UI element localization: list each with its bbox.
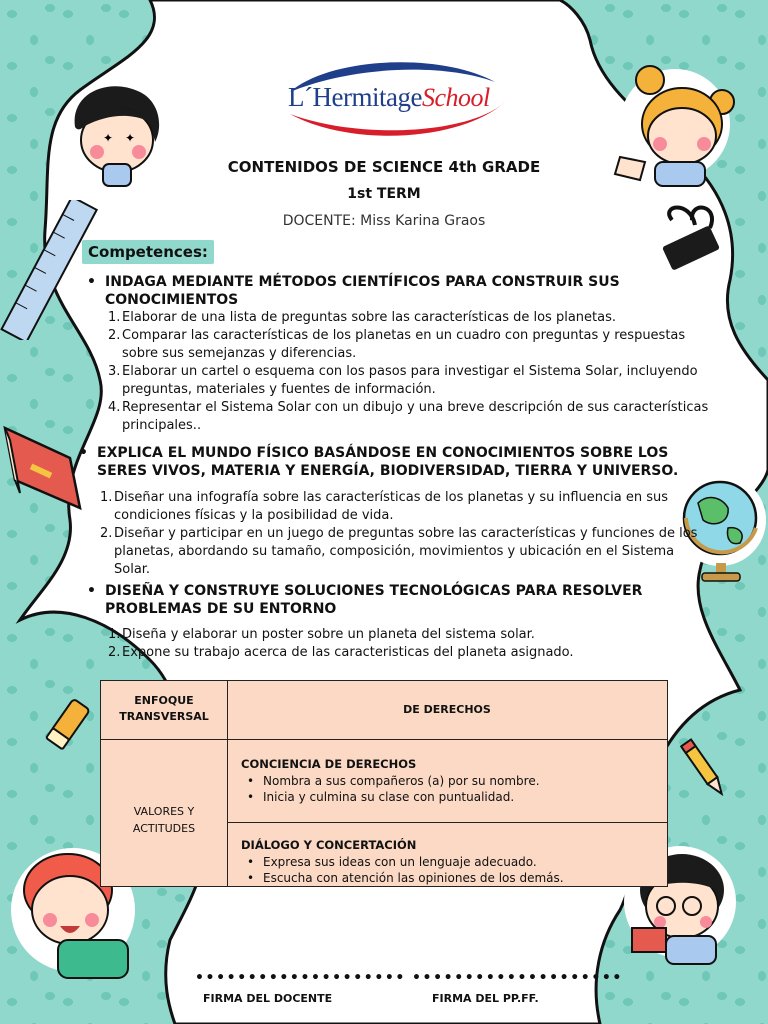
competence-items xyxy=(108,626,668,662)
item-text: Diseñar una infografía sobre las características de los planetas y su influencia en sus xyxy=(114,490,669,505)
page-title: CONTENIDOS DE SCIENCE 4th GRADE xyxy=(227,158,541,176)
logo-text xyxy=(288,82,490,113)
item-number: 2. xyxy=(100,526,113,541)
section-items xyxy=(241,773,540,805)
heading-line: DISEÑA Y CONSTRUYE SOLUCIONES TECNOLÓGICAS PARA RESOLVER xyxy=(105,583,643,599)
list-item: • Expresa sus ideas con un lenguaje adecuado. xyxy=(241,854,564,870)
item-number: 2. xyxy=(108,645,121,660)
item-text: Expone su trabajo acerca de las caracteristicas del planeta asignado. xyxy=(122,645,574,660)
list-item xyxy=(108,644,668,662)
item-text: Representar el Sistema Solar con un dibujo y una breve descripción de sus características xyxy=(122,400,709,415)
list-item xyxy=(108,309,718,327)
bullet-icon: • xyxy=(79,445,88,461)
list-item xyxy=(108,399,718,435)
competence-heading xyxy=(87,273,620,309)
table-header-rights: DE DERECHOS xyxy=(403,703,491,716)
transversal-approach-table xyxy=(100,680,668,887)
list-item: • Inicia y culmina su clase con puntualidad. xyxy=(241,789,540,805)
competence-heading xyxy=(79,444,679,480)
signature-line-parents: •••••••••••••••••••• xyxy=(412,970,623,986)
item-text: principales.. xyxy=(122,418,202,433)
item-text: preguntas, materiales y fuentes de información. xyxy=(122,382,436,397)
binder-clip-icon xyxy=(650,200,730,280)
section-items xyxy=(241,854,564,886)
header-line: TRANSVERSAL xyxy=(119,710,209,723)
item-text: condiciones físicas y la posibilidad de vida. xyxy=(114,508,394,523)
teacher-label: DOCENTE: Miss Karina Graos xyxy=(282,213,486,229)
item-text: Solar. xyxy=(114,562,151,577)
item-text: Comparar las características de los planetas en un cuadro con preguntas y respuestas xyxy=(122,328,686,343)
item-number: 1. xyxy=(108,310,121,325)
school-logo xyxy=(280,52,520,142)
item-number: 1. xyxy=(108,627,121,642)
svg-text:✦: ✦ xyxy=(125,131,136,145)
section-title: DIÁLOGO Y CONCERTACIÓN xyxy=(241,838,417,852)
section-title: CONCIENCIA DE DERECHOS xyxy=(241,757,417,771)
competence-items xyxy=(100,489,700,579)
term-label: 1st TERM xyxy=(347,186,421,202)
item-number: 4. xyxy=(108,400,121,415)
item-text: Elaborar un cartel o esquema con los pasos para investigar el Sistema Solar, incluyendo xyxy=(122,364,698,379)
item-text: Elaborar de una lista de preguntas sobre las características de los planetas. xyxy=(122,310,616,325)
heading-line: PROBLEMAS DE SU ENTORNO xyxy=(105,601,337,617)
logo-name: L´Hermitage xyxy=(288,82,422,112)
header-line: ENFOQUE xyxy=(134,694,194,707)
item-text: sobre sus semejanzas y diferencias. xyxy=(122,346,357,361)
competences-label: Competences: xyxy=(82,240,214,264)
heading-line: EXPLICA EL MUNDO FÍSICO BASÁNDOSE EN CONOCIMIENTOS SOBRE LOS xyxy=(97,445,669,461)
signature-line-teacher: •••••••••••••••••••• xyxy=(195,970,406,986)
heading-line: CONOCIMIENTOS xyxy=(105,292,239,308)
values-line: ACTITUDES xyxy=(132,822,196,835)
list-item xyxy=(108,363,718,399)
table-header-approach xyxy=(101,693,227,725)
teacher-signature-label: FIRMA DEL DOCENTE xyxy=(203,992,333,1005)
list-item xyxy=(100,525,700,579)
list-item: • Nombra a sus compañeros (a) por su nombre. xyxy=(241,773,540,789)
bullet-icon: • xyxy=(87,583,96,599)
heading-line: SERES VIVOS, MATERIA Y ENERGÍA, BIODIVERSIDAD, TIERRA Y UNIVERSO. xyxy=(97,463,679,479)
competence-items xyxy=(108,309,718,435)
parents-signature-label: FIRMA DEL PP.FF. xyxy=(432,992,539,1005)
item-text: planetas, abordando su tamaño, composición, movimientos y ubicación en el Sistema xyxy=(114,544,675,559)
list-item xyxy=(108,327,718,363)
bullet-icon: • xyxy=(87,274,96,290)
competence-heading xyxy=(87,582,643,618)
heading-line: INDAGA MEDIANTE MÉTODOS CIENTÍFICOS PARA CONSTRUIR SUS xyxy=(105,274,620,290)
item-text: Diseña y elaborar un poster sobre un planeta del sistema solar. xyxy=(122,627,535,642)
item-number: 1. xyxy=(100,490,113,505)
item-number: 3. xyxy=(108,364,121,379)
logo-school: School xyxy=(421,83,490,112)
item-text: Diseñar y participar en un juego de preguntas sobre las características y funciones de los xyxy=(114,526,698,541)
item-number: 2. xyxy=(108,328,121,343)
list-item: • Escucha con atención las opiniones de los demás. xyxy=(241,870,564,886)
list-item xyxy=(100,489,700,525)
values-line: VALORES Y xyxy=(133,805,195,818)
glue-stick-icon xyxy=(38,692,98,757)
book-icon xyxy=(0,418,90,513)
list-item xyxy=(108,626,668,644)
values-attitudes-cell xyxy=(101,803,227,837)
svg-text:✦: ✦ xyxy=(103,131,114,145)
pencil-icon xyxy=(675,735,735,805)
